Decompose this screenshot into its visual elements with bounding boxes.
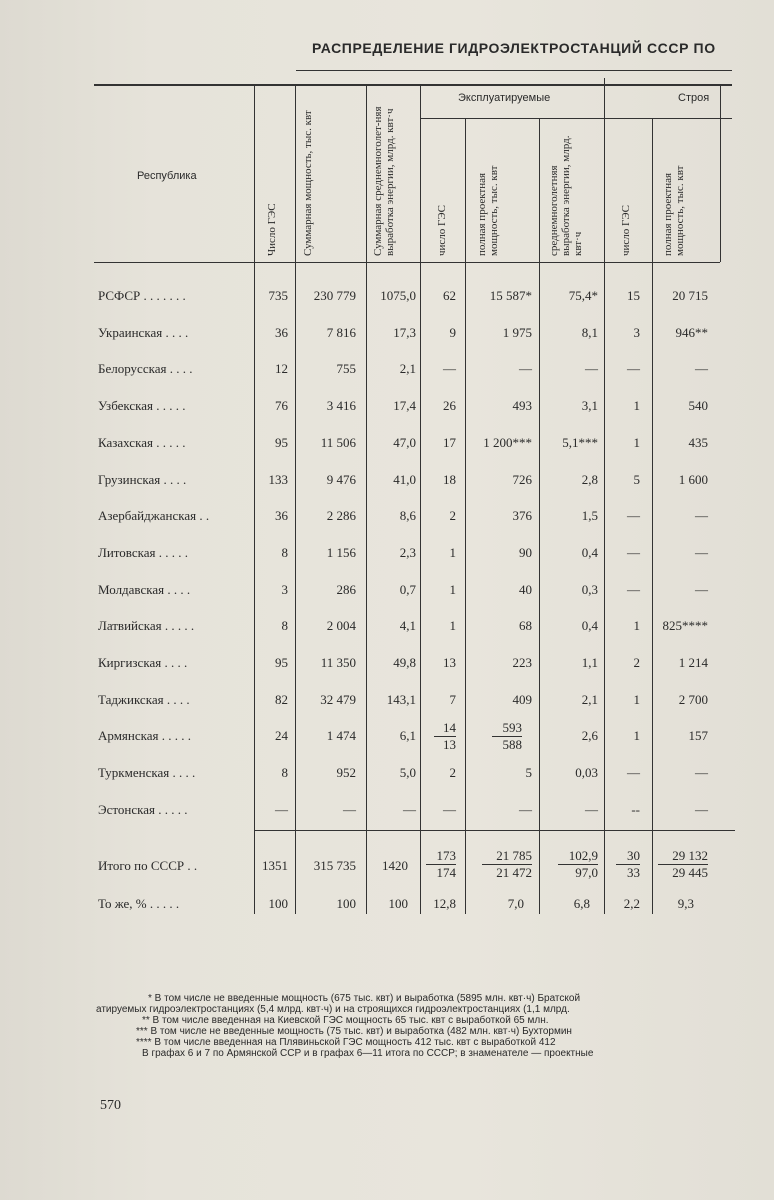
col-divider-3 (366, 84, 367, 914)
header-num-ges: Число ГЭС (266, 203, 278, 256)
cell-op-output: 0,4 (581, 545, 598, 560)
footnote-4: **** В том числе введенная на Плявиньской ГЭС мощность 412 тыс. квт с выработкой 412 (136, 1037, 556, 1048)
row-republic-name: Грузинская . . . . (98, 472, 187, 487)
cell-op-output: 75,4* (568, 288, 598, 303)
percent-op-num: 12,8 (433, 896, 456, 911)
cell-total-output: 17,3 (393, 325, 416, 340)
cell-total-capacity: 2 004 (326, 618, 356, 633)
total-con-num: $\frac{30}{33}$ (616, 848, 640, 881)
footnotes (96, 993, 726, 1059)
cell-op-num: 2 (449, 765, 456, 780)
cell-op-num: 7 (449, 692, 456, 707)
cell-con-capacity: 540 (688, 398, 708, 413)
total-output: 1420 (382, 858, 408, 873)
cell-num-ges: 95 (275, 655, 288, 670)
header-republic: Республика (137, 170, 197, 182)
cell-con-capacity: — (695, 582, 708, 597)
cell-total-capacity: 1 474 (326, 728, 356, 743)
cell-op-output: 0,4 (581, 618, 598, 633)
cell-op-capacity: — (519, 361, 532, 376)
cell-num-ges: 8 (281, 765, 288, 780)
percent-op-capacity: 7,0 (507, 896, 524, 911)
cell-con-num: — (627, 765, 640, 780)
percent-op-output: 6,8 (573, 896, 590, 911)
cell-con-num: — (627, 545, 640, 560)
cell-con-num: 1 (633, 618, 640, 633)
row-republic-name: Казахская . . . . . (98, 435, 186, 450)
cell-op-capacity: 376 (512, 508, 532, 523)
cell-total-output: 5,0 (399, 765, 416, 780)
cell-num-ges: 24 (275, 728, 288, 743)
percent-output: 100 (388, 896, 408, 911)
cell-total-capacity: 755 (336, 361, 356, 376)
cell-op-capacity: 40 (519, 582, 532, 597)
cell-op-capacity: 223 (512, 655, 532, 670)
row-republic-name: Литовская . . . . . (98, 545, 188, 560)
footnote-1-cont: атируемых гидроэлектростанциях (5,4 млрд. квт·ч) и на строящихся гидроэлектростанциях (1,1 млрд. (96, 1004, 570, 1015)
cell-total-capacity: 9 476 (326, 472, 356, 487)
cell-total-output: 49,8 (393, 655, 416, 670)
cell-con-num: — (627, 508, 640, 523)
table-top-rule (94, 84, 732, 86)
row-republic-name: Туркменская . . . . (98, 765, 196, 780)
total-con-capacity: $\frac{29 132}{29 445}$ (658, 848, 708, 881)
cell-con-num: 2 (633, 655, 640, 670)
cell-op-num: 9 (449, 325, 456, 340)
cell-con-capacity: 825**** (662, 618, 708, 633)
cell-op-capacity: 1 200*** (483, 435, 532, 450)
cell-con-num: 15 (627, 288, 640, 303)
header-operating-group: Эксплуатируемые (458, 92, 551, 104)
col-divider-2 (295, 84, 296, 914)
header-op-capacity: полная проектная мощность, тыс. квт (476, 165, 500, 256)
cell-total-output: 47,0 (393, 435, 416, 450)
row-republic-name: Таджикская . . . . (98, 692, 190, 707)
cell-op-output: — (585, 361, 598, 376)
cell-con-num: — (627, 582, 640, 597)
cell-op-num: 18 (443, 472, 456, 487)
row-republic-name: Белорусская . . . . (98, 361, 193, 376)
cell-op-output: 1,5 (581, 508, 598, 523)
cell-num-ges: 3 (281, 582, 288, 597)
cell-total-capacity: 11 350 (320, 655, 356, 670)
cell-total-capacity: 11 506 (320, 435, 356, 450)
header-bottom-rule (94, 262, 720, 263)
cell-num-ges: 76 (275, 398, 288, 413)
cell-num-ges: 36 (275, 508, 288, 523)
cell-total-capacity: 286 (336, 582, 356, 597)
cell-total-output: 2,3 (399, 545, 416, 560)
total-op-num: $\frac{173}{174}$ (426, 848, 456, 881)
cell-op-capacity: $\frac{593}{588}$ (492, 720, 522, 753)
table-top-rule-upper (296, 70, 732, 71)
cell-op-num: — (443, 361, 456, 376)
cell-con-capacity: — (695, 802, 708, 817)
cell-con-num: 3 (633, 325, 640, 340)
row-republic-name: РСФСР . . . . . . . (98, 288, 186, 303)
cell-op-capacity: 68 (519, 618, 532, 633)
cell-op-num: 26 (443, 398, 456, 413)
cell-num-ges: 8 (281, 545, 288, 560)
col-divider-9 (720, 84, 721, 262)
row-republic-name: Эстонская . . . . . (98, 802, 188, 817)
percent-con-capacity: 9,3 (677, 896, 694, 911)
cell-con-capacity: 946** (675, 325, 708, 340)
cell-op-capacity: 493 (512, 398, 532, 413)
cell-con-capacity: — (695, 508, 708, 523)
percent-con-num: 2,2 (623, 896, 640, 911)
cell-op-capacity: 1 975 (502, 325, 532, 340)
cell-op-num: $\frac{14}{13}$ (434, 720, 456, 753)
cell-num-ges: 735 (268, 288, 288, 303)
cell-op-num: 1 (449, 618, 456, 633)
group-header-rule (420, 118, 732, 119)
col-divider-8 (652, 118, 653, 914)
cell-total-output: 8,6 (399, 508, 416, 523)
cell-total-capacity: 3 416 (326, 398, 356, 413)
row-republic-name: Армянская . . . . . (98, 728, 191, 743)
cell-op-output: 1,1 (581, 655, 598, 670)
cell-con-num: — (627, 361, 640, 376)
percent-num-ges: 100 (268, 896, 288, 911)
footnote-1: * В том числе не введенные мощность (675 тыс. квт) и выработка (5895 млн. квт·ч) Братской (148, 993, 581, 1004)
cell-total-capacity: 230 779 (313, 288, 356, 303)
col-divider-1 (254, 84, 255, 914)
col-divider-4 (420, 84, 421, 914)
header-total-output: Суммарная среднемноголет-няя выработка энергии, млрд. квт·ч (372, 106, 396, 256)
row-republic-name: Азербайджанская . . (98, 508, 210, 523)
cell-con-capacity: 157 (688, 728, 708, 743)
footnote-2: ** В том числе введенная на Киевской ГЭС мощность 65 тыс. квт с выработкой 65 млн. (142, 1015, 549, 1026)
total-num-ges: 1351 (262, 858, 288, 873)
header-op-output: среднемноголетняя выработка энергии, млрд. квт·ч (548, 135, 584, 256)
col-divider-5 (465, 118, 466, 914)
cell-num-ges: 95 (275, 435, 288, 450)
cell-op-num: 13 (443, 655, 456, 670)
cell-total-capacity: 2 286 (326, 508, 356, 523)
cell-op-capacity: 409 (512, 692, 532, 707)
cell-total-capacity: 32 479 (320, 692, 356, 707)
cell-total-capacity: — (343, 802, 356, 817)
percent-row-name: То же, % . . . . . (98, 896, 180, 911)
cell-total-output: 6,1 (399, 728, 416, 743)
cell-op-output: 2,8 (581, 472, 598, 487)
cell-total-output: 2,1 (399, 361, 416, 376)
cell-total-output: 1075,0 (380, 288, 416, 303)
cell-con-capacity: — (695, 545, 708, 560)
total-op-output: $\frac{102,9}{97,0}$ (558, 848, 598, 881)
cell-total-output: — (403, 802, 416, 817)
cell-con-num: 1 (633, 398, 640, 413)
cell-con-capacity: 1 214 (678, 655, 708, 670)
cell-op-capacity: 726 (512, 472, 532, 487)
header-construction-group: Строя (678, 92, 710, 104)
cell-op-output: 3,1 (581, 398, 598, 413)
cell-total-capacity: 1 156 (326, 545, 356, 560)
cell-op-output: 0,03 (575, 765, 598, 780)
cell-con-capacity: 435 (688, 435, 708, 450)
cell-total-output: 41,0 (393, 472, 416, 487)
cell-op-output: 2,6 (581, 728, 598, 743)
total-capacity: 315 735 (313, 858, 356, 873)
cell-con-num: 1 (633, 728, 640, 743)
cell-op-output: 8,1 (581, 325, 598, 340)
cell-total-output: 4,1 (399, 618, 416, 633)
cell-con-capacity: — (695, 765, 708, 780)
total-top-rule (255, 830, 735, 831)
cell-op-num: — (443, 802, 456, 817)
cell-total-capacity: 7 816 (326, 325, 356, 340)
cell-num-ges: — (275, 802, 288, 817)
total-row-name: Итого по СССР . . (98, 858, 198, 873)
footnote-5: В графах 6 и 7 по Армянской ССР и в графах 6—11 итога по СССР; в знаменателе — проектные (142, 1048, 594, 1059)
cell-total-capacity: 952 (336, 765, 356, 780)
cell-op-output: 2,1 (581, 692, 598, 707)
cell-num-ges: 82 (275, 692, 288, 707)
col-divider-6 (539, 118, 540, 914)
cell-num-ges: 133 (268, 472, 288, 487)
cell-op-output: 0,3 (581, 582, 598, 597)
cell-num-ges: 12 (275, 361, 288, 376)
footnote-3: *** В том числе не введенные мощность (75 тыс. квт) и выработка (482 млн. квт·ч) Бухтормин (136, 1026, 572, 1037)
row-republic-name: Молдавская . . . . (98, 582, 191, 597)
cell-total-output: 0,7 (399, 582, 416, 597)
cell-op-num: 17 (443, 435, 456, 450)
row-republic-name: Узбекская . . . . . (98, 398, 186, 413)
cell-op-num: 62 (443, 288, 456, 303)
cell-op-capacity: 90 (519, 545, 532, 560)
header-op-num: число ГЭС (436, 205, 448, 256)
cell-con-capacity: 20 715 (672, 288, 708, 303)
cell-con-capacity: 1 600 (678, 472, 708, 487)
cell-op-num: 2 (449, 508, 456, 523)
cell-num-ges: 8 (281, 618, 288, 633)
col-divider-7 (604, 78, 605, 914)
header-con-capacity: полная проектная мощность, тыс. квт (662, 165, 686, 256)
cell-op-output: 5,1*** (562, 435, 598, 450)
running-title: РАСПРЕДЕЛЕНИЕ ГИДРОЭЛЕКТРОСТАНЦИЙ СССР ПО (312, 40, 716, 56)
cell-con-capacity: — (695, 361, 708, 376)
header-con-num: число ГЭС (620, 205, 632, 256)
row-republic-name: Киргизская . . . . (98, 655, 188, 670)
cell-op-output: — (585, 802, 598, 817)
cell-con-num: 1 (633, 435, 640, 450)
header-total-capacity: Суммарная мощность, тыс. квт (302, 110, 314, 256)
cell-op-capacity: 15 587* (489, 288, 532, 303)
total-op-capacity: $\frac{21 785}{21 472}$ (482, 848, 532, 881)
row-republic-name: Украинская . . . . (98, 325, 189, 340)
cell-con-capacity: 2 700 (678, 692, 708, 707)
cell-op-num: 1 (449, 582, 456, 597)
cell-op-num: 1 (449, 545, 456, 560)
page-number: 570 (100, 1098, 121, 1113)
cell-con-num: 1 (633, 692, 640, 707)
cell-op-capacity: 5 (525, 765, 532, 780)
row-republic-name: Латвийская . . . . . (98, 618, 195, 633)
cell-num-ges: 36 (275, 325, 288, 340)
cell-con-num: -- (631, 802, 640, 817)
cell-total-output: 143,1 (386, 692, 416, 707)
percent-capacity: 100 (336, 896, 356, 911)
cell-op-capacity: — (519, 802, 532, 817)
cell-con-num: 5 (633, 472, 640, 487)
cell-total-output: 17,4 (393, 398, 416, 413)
